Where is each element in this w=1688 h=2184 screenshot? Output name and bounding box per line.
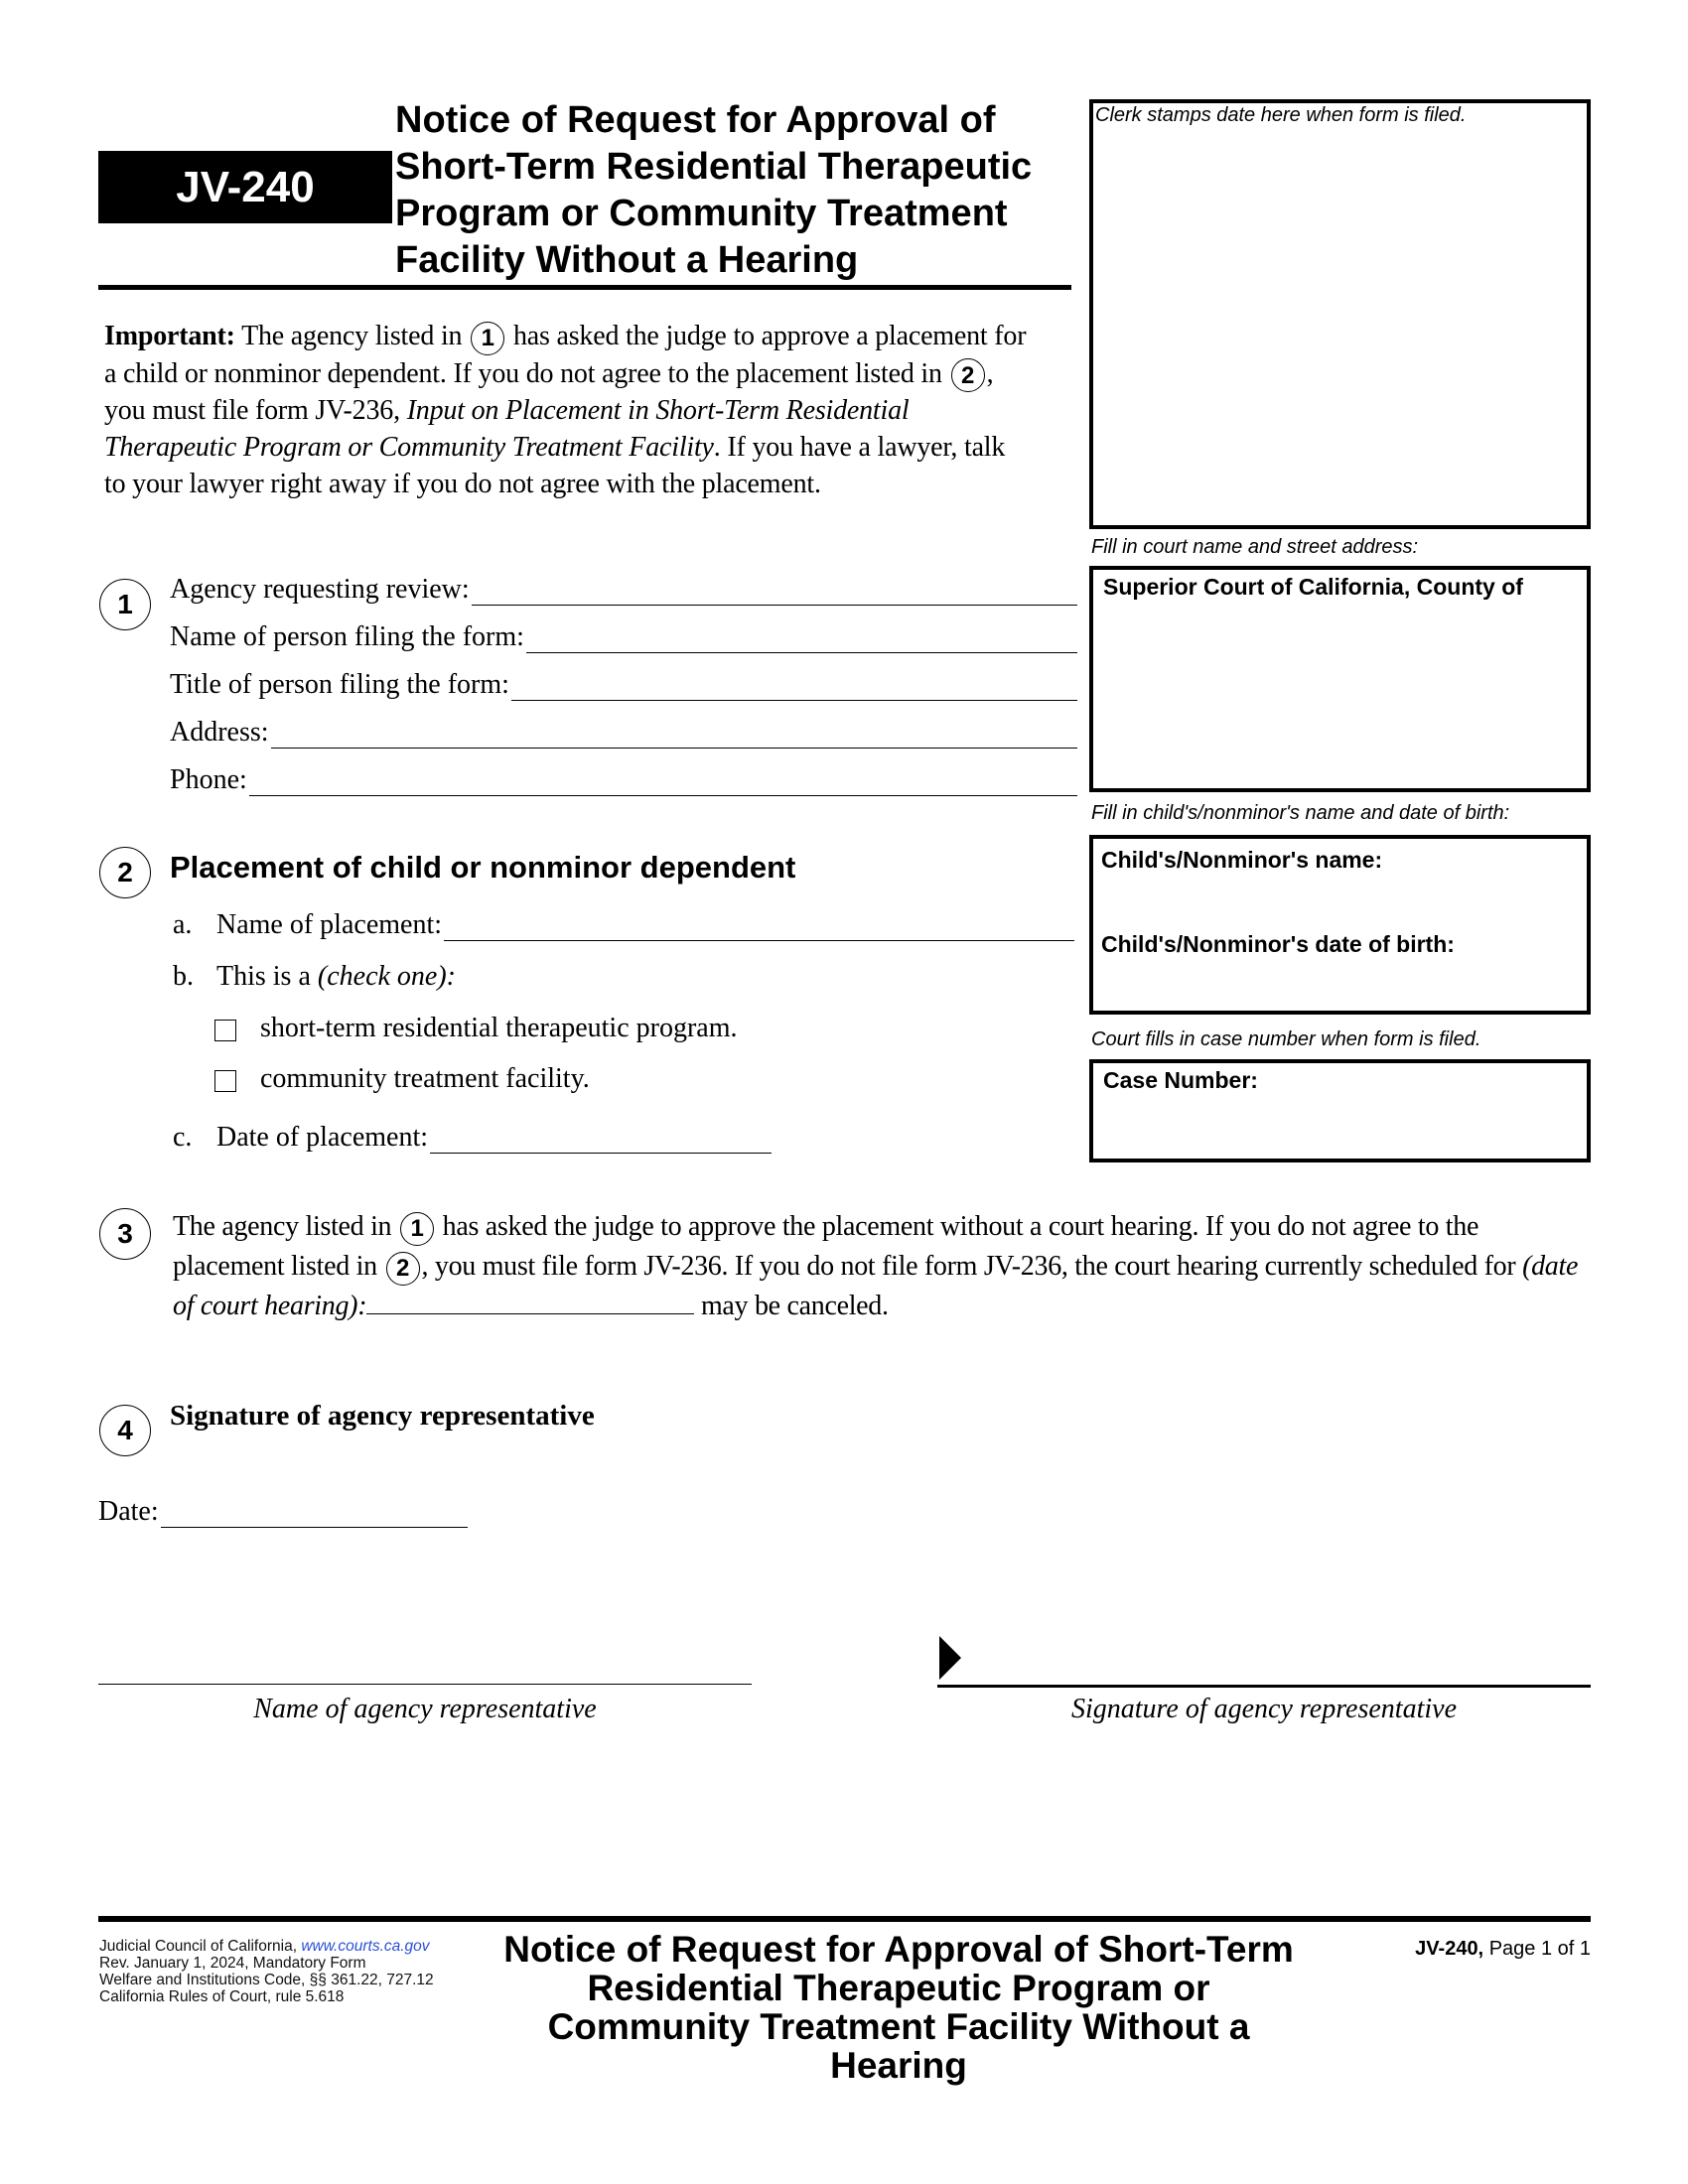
- form-title: [395, 97, 1070, 284]
- child-caption: Fill in child's/nonminor's name and date of birth:: [1091, 802, 1510, 824]
- footer-rules: California Rules of Court, rule 5.618: [99, 1988, 345, 2005]
- footer-divider: [98, 1916, 1591, 1922]
- intro-text: , you must file form JV-236,: [104, 357, 994, 427]
- intro-text: The agency listed in: [241, 321, 463, 351]
- filer-title-label: Title of person filing the form:: [170, 669, 509, 700]
- child-dob-label: Child's/Nonminor's date of birth:: [1101, 931, 1455, 957]
- section-3-number: 3: [99, 1208, 151, 1260]
- option-strtp[interactable]: [214, 1013, 737, 1044]
- hearing-date-hint: (date of court hearing):: [173, 1251, 1579, 1321]
- case-number-label: Case Number:: [1103, 1067, 1258, 1093]
- filer-name-input[interactable]: [526, 624, 1077, 653]
- address-label: Address:: [170, 717, 269, 748]
- section-2-number: 2: [99, 847, 151, 898]
- child-info-box[interactable]: [1089, 835, 1591, 1015]
- footer-revision: Rev. January 1, 2024, Mandatory Form: [99, 1955, 366, 1972]
- form-title-line: Program or Community Treatment: [395, 193, 1008, 234]
- placement-name-field[interactable]: [173, 905, 1074, 941]
- clerk-stamp-box[interactable]: [1089, 99, 1591, 529]
- placement-type-prompt: [173, 961, 456, 993]
- placement-date-label: Date of placement:: [216, 1122, 429, 1153]
- footer-citation: [99, 1938, 477, 2005]
- case-number-box[interactable]: [1089, 1059, 1591, 1162]
- footer-form-id: JV-240,: [1415, 1938, 1484, 1960]
- item-ref-2: 2: [951, 358, 985, 392]
- placement-name-input[interactable]: [444, 912, 1074, 941]
- footer-title-line: Hearing: [830, 2045, 967, 2086]
- footer-page: Page 1 of 1: [1488, 1938, 1591, 1960]
- filer-name-field[interactable]: [170, 617, 1077, 653]
- form-title-line: Notice of Request for Approval of: [395, 99, 996, 141]
- strtp-checkbox[interactable]: [214, 1020, 236, 1041]
- section-4-heading: Signature of agency representative: [170, 1400, 595, 1432]
- phone-input[interactable]: [249, 767, 1077, 796]
- placement-date-input[interactable]: [430, 1125, 772, 1154]
- filer-title-input[interactable]: [511, 672, 1077, 701]
- jv236-title: Input on Placement in Short-Term Residential Therapeutic Program or Community Treatment Facility: [104, 395, 910, 464]
- section-1-fields: [170, 570, 1077, 796]
- child-name-label: Child's/Nonminor's name:: [1101, 847, 1383, 873]
- section-3-text-part: The agency listed in: [173, 1211, 392, 1242]
- courts-website-link[interactable]: www.courts.ca.gov: [301, 1938, 430, 1955]
- ctf-checkbox[interactable]: [214, 1070, 236, 1092]
- placement-type-label: This is a: [216, 961, 311, 992]
- placement-name-label: Name of placement:: [216, 909, 443, 940]
- item-ref-1: 1: [400, 1212, 434, 1246]
- court-label: Superior Court of California, County of: [1103, 574, 1523, 600]
- case-caption: Court fills in case number when form is filed.: [1091, 1028, 1481, 1050]
- form-id-badge: [98, 151, 392, 223]
- item-letter-c: c.: [173, 1122, 193, 1153]
- court-caption: Fill in court name and street address:: [1091, 536, 1419, 558]
- footer-code: Welfare and Institutions Code, §§ 361.22, 727.12: [99, 1972, 434, 1988]
- section-3-text-part: may be canceled.: [700, 1291, 889, 1321]
- filer-title-field[interactable]: [170, 665, 1077, 701]
- signature-date-label: Date:: [98, 1496, 159, 1527]
- placement-date-field[interactable]: [173, 1118, 772, 1154]
- agency-input[interactable]: [472, 577, 1077, 606]
- agency-field[interactable]: [170, 570, 1077, 606]
- section-1-number: 1: [99, 579, 151, 630]
- footer-title: [467, 1930, 1331, 2085]
- rep-name-caption: Name of agency representative: [253, 1694, 597, 1724]
- section-3-text-part: has asked the judge to approve the placement without a court hearing. If you do not agree to the placement listed in: [173, 1211, 1479, 1282]
- footer-page-number: [1370, 1938, 1591, 1961]
- phone-field[interactable]: [170, 760, 1077, 796]
- agency-label: Agency requesting review:: [170, 574, 470, 605]
- header-divider: [98, 285, 1071, 290]
- section-2-heading: Placement of child or nonminor dependent: [170, 850, 796, 885]
- address-field[interactable]: [170, 713, 1077, 749]
- check-one-hint: (check one):: [317, 961, 457, 992]
- footer-title-line: Notice of Request for Approval of Short-Term: [503, 1929, 1294, 1970]
- signature-date-field[interactable]: [98, 1492, 468, 1528]
- footer-title-line: Residential Therapeutic Program or: [587, 1968, 1210, 2008]
- filer-name-label: Name of person filing the form:: [170, 621, 524, 652]
- footer-org: Judicial Council of California,: [99, 1938, 298, 1955]
- option-ctf[interactable]: [214, 1063, 590, 1095]
- intro-text: has asked the judge to approve a placement for a child or nonminor dependent. If you do not agree to the placement listed in: [104, 321, 1027, 389]
- section-3-text: [173, 1207, 1593, 1326]
- hearing-date-input[interactable]: [366, 1288, 694, 1314]
- form-title-line: Short-Term Residential Therapeutic: [395, 146, 1033, 188]
- signature-arrow-icon: [939, 1636, 961, 1680]
- item-ref-1: 1: [471, 322, 504, 355]
- important-label: Important:: [104, 321, 235, 351]
- phone-label: Phone:: [170, 764, 247, 795]
- item-letter-a: a.: [173, 909, 193, 940]
- address-input[interactable]: [271, 720, 1077, 749]
- ctf-label: community treatment facility.: [260, 1063, 590, 1094]
- rep-signature-caption: Signature of agency representative: [1071, 1694, 1457, 1724]
- rep-name-line[interactable]: [98, 1683, 752, 1685]
- strtp-label: short-term residential therapeutic program.: [260, 1013, 738, 1043]
- item-ref-2: 2: [386, 1252, 420, 1286]
- intro-text: . If you have a lawyer, talk to your lawyer right away if you do not agree with the placement.: [104, 432, 1006, 500]
- important-notice: [104, 318, 1028, 502]
- section-3-text-part: , you must file form JV-236. If you do not file form JV-236, the court hearing currently scheduled for: [421, 1251, 1516, 1282]
- court-name-box[interactable]: [1089, 566, 1591, 792]
- item-letter-b: b.: [173, 961, 194, 992]
- rep-signature-line[interactable]: [937, 1685, 1591, 1688]
- signature-date-input[interactable]: [161, 1499, 468, 1528]
- form-id-text: JV-240: [176, 162, 315, 211]
- form-title-line: Facility Without a Hearing: [395, 239, 859, 281]
- footer-title-line: Community Treatment Facility Without a: [547, 2006, 1250, 2047]
- clerk-stamp-caption: Clerk stamps date here when form is filed.: [1095, 104, 1467, 126]
- section-4-number: 4: [99, 1405, 151, 1456]
